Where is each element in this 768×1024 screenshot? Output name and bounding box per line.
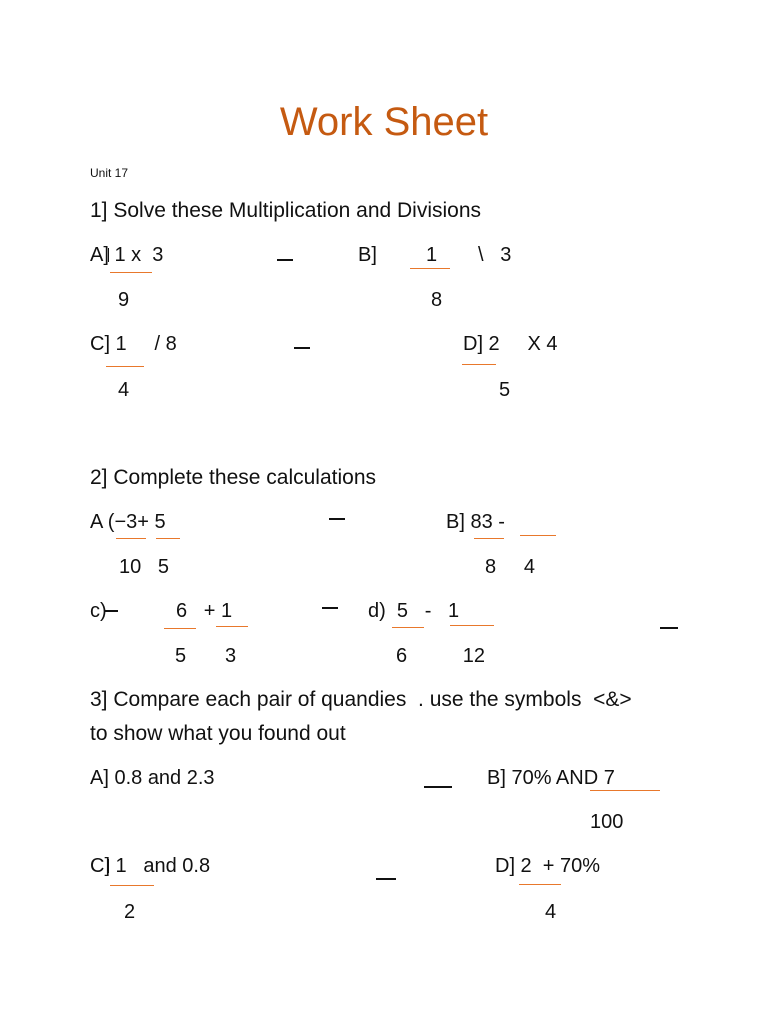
fraction-underline [392,627,424,628]
fraction-underline [462,364,496,365]
correction-mark [108,859,109,873]
fraction-underline [520,535,556,536]
page-title: Work Sheet [279,100,489,144]
q2a-denominators: 10 5 [119,556,170,578]
answer-blank [277,259,293,261]
fraction-underline [106,366,144,367]
q1b-operator: \ 3 [478,244,512,266]
q1b-numerator: 1 [426,244,438,266]
q3d-denominator: 4 [545,901,557,923]
strike-mark [104,610,118,612]
q3a-expression: A] 0.8 and 2.3 [90,767,215,789]
q2c-label: c) [90,600,107,622]
fraction-underline [216,626,248,627]
fraction-underline [590,790,660,791]
answer-blank [660,627,678,629]
fraction-underline [519,884,561,885]
q1a-expression: A] 1 x 3 [90,244,164,266]
q3b-expression: B] 70% AND 7 [487,767,615,789]
q2d-denominators: 6 12 [396,645,485,667]
fraction-underline [110,272,152,273]
q2c-expression: 6 + 1 [176,600,233,622]
section-1-heading: 1] Solve these Multiplication and Divisions [90,199,482,222]
q1b-label: B] [358,244,377,266]
q1c-denominator: 4 [118,379,130,401]
q3c-denominator: 2 [124,901,136,923]
fraction-underline [110,885,154,886]
fraction-underline [474,538,504,539]
correction-mark [107,337,108,351]
q2a-expression: A (−3+ 5 [90,511,166,533]
fraction-underline [164,628,196,629]
q2b-denominators: 8 4 [485,556,536,578]
answer-blank [329,518,345,520]
q2b-expression: B] 83 - [446,511,505,533]
section-3-heading-line2: to show what you found out [90,722,346,745]
fraction-underline [450,625,494,626]
q1a-denominator: 9 [118,289,130,311]
q3c-expression: C] 1 and 0.8 [90,855,211,877]
q2c-denominators: 5 3 [175,645,237,667]
section-3-heading: 3] Compare each pair of quandies . use the symbols <&> [90,688,632,711]
answer-blank [294,347,310,349]
q1c-expression: C] 1 / 8 [90,333,177,355]
answer-blank [322,607,338,609]
answer-blank [376,878,396,880]
q3b-denominator: 100 [590,811,624,833]
section-2-heading: 2] Complete these calculations [90,466,376,489]
q2d-expression: d) 5 - 1 [368,600,460,622]
fraction-underline [410,268,450,269]
q1d-expression: D] 2 X 4 [463,333,558,355]
correction-mark [108,248,109,262]
answer-blank [424,786,452,788]
q1b-denominator: 8 [431,289,443,311]
unit-label: Unit 17 [90,166,129,180]
fraction-underline [116,538,146,539]
q1d-denominator: 5 [499,379,511,401]
q3d-expression: D] 2 + 70% [495,855,601,877]
fraction-underline [156,538,180,539]
